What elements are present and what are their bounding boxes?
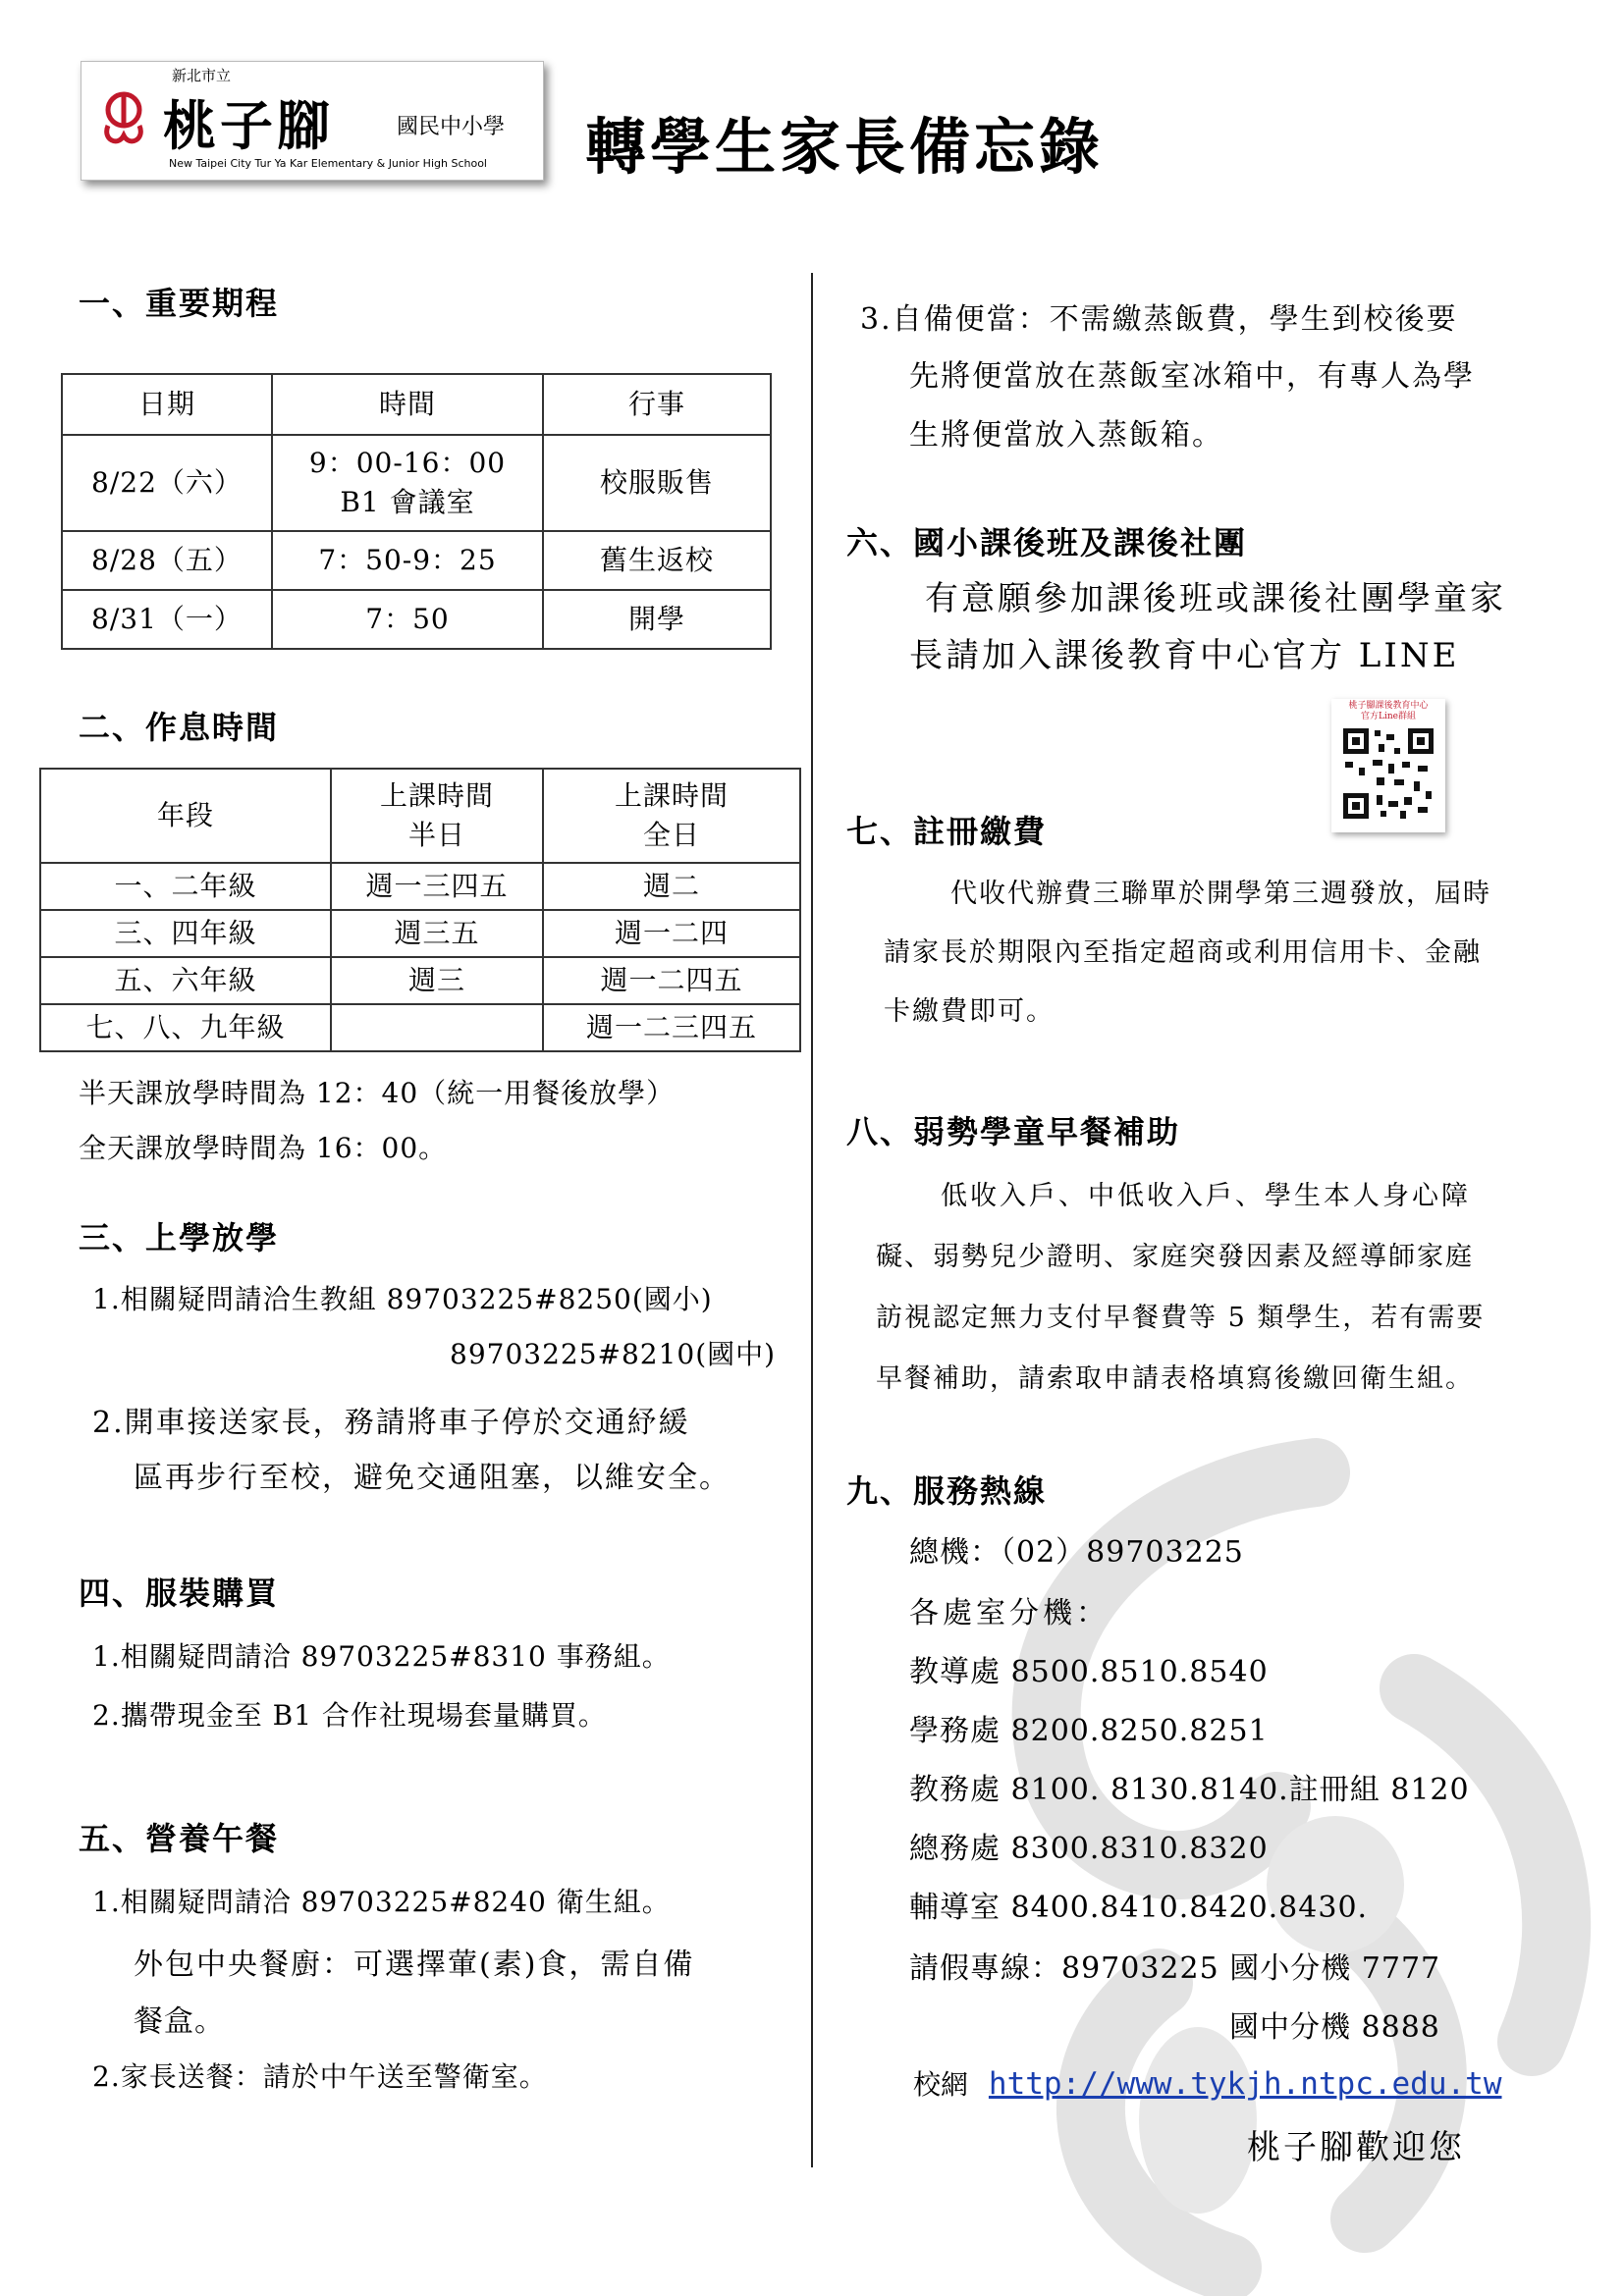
page-title: 轉學生家長備忘錄 bbox=[585, 111, 1105, 183]
hotline-office: 輔導室 8400.8410.8420.8430. bbox=[909, 1891, 1369, 1925]
section-heading-hotline: 九、服務熱線 bbox=[846, 1472, 1048, 1510]
section-heading-afterschool: 六、國小課後班及課後社團 bbox=[846, 524, 1248, 561]
table-cell-full: 週一二四五 bbox=[543, 957, 800, 1004]
table-row bbox=[40, 863, 800, 910]
line-qr-code[interactable] bbox=[1331, 699, 1445, 832]
hotline-ext-label: 各處室分機： bbox=[909, 1596, 1110, 1630]
lunch-item-3-cont: 先將便當放在蒸飯室冰箱中，有專人為學 bbox=[909, 359, 1475, 394]
lunch-item-1-detail: 外包中央餐廚：可選擇葷(素)食，需自備 bbox=[134, 1948, 695, 1982]
breakfast-line-1: 低收入戶、中低收入戶、學生本人身心障 bbox=[941, 1181, 1471, 1211]
logo-english-name: New Taipei City Tur Ya Kar Elementary & Junior High School bbox=[169, 157, 487, 170]
table-cell-full: 週二 bbox=[543, 863, 800, 910]
table-header-cell bbox=[331, 769, 543, 863]
commute-item-2: 2.開車接送家長，務請將車子停於交通紓緩 bbox=[92, 1406, 690, 1440]
table-header-row bbox=[62, 374, 771, 435]
table-cell-grade: 一、二年級 bbox=[40, 863, 331, 910]
lunch-item-2: 2.家長送餐：請於中午送至警衛室。 bbox=[92, 2060, 548, 2093]
table-row bbox=[40, 957, 800, 1004]
table-cell-half bbox=[331, 1004, 543, 1051]
registration-line-1: 代收代辦費三聯單於開學第三週發放，屆時 bbox=[950, 879, 1491, 909]
table-cell-grade: 七、八、九年級 bbox=[40, 1004, 331, 1051]
website-label: 校網 bbox=[913, 2068, 969, 2101]
timetable-table bbox=[39, 768, 801, 1052]
hotline-leave-junior: 國中分機 8888 bbox=[1229, 2010, 1440, 2045]
hotline-main: 總機：（02）89703225 bbox=[909, 1535, 1244, 1570]
website-link[interactable]: http://www.tykjh.ntpc.edu.tw bbox=[988, 2066, 1502, 2102]
section-heading-breakfast: 八、弱勢學童早餐補助 bbox=[846, 1113, 1181, 1150]
lunch-item-1: 1.相關疑問請洽 89703225#8240 衛生組。 bbox=[92, 1886, 671, 1918]
qr-caption-1: 桃子腳課後教育中心 bbox=[1348, 701, 1429, 711]
uniform-item-1: 1.相關疑問請洽 89703225#8310 事務組。 bbox=[92, 1640, 671, 1673]
breakfast-line-2: 礙、弱勢兒少證明、家庭突發因素及經導師家庭 bbox=[876, 1242, 1474, 1272]
table-header-cell: 行事 bbox=[543, 374, 771, 435]
table-cell-date: 8/22（六） bbox=[62, 435, 272, 531]
column-divider bbox=[811, 273, 813, 2167]
table-row bbox=[62, 435, 771, 531]
table-cell-time: 7：50 bbox=[272, 590, 543, 649]
uniform-item-2: 2.攜帶現金至 B1 合作社現場套量購買。 bbox=[92, 1699, 607, 1732]
table-row bbox=[62, 590, 771, 649]
afterschool-line-2: 長請加入課後教育中心官方 LINE bbox=[909, 636, 1460, 675]
dismissal-note-half: 半天課放學時間為 12：40（統一用餐後放學） bbox=[79, 1077, 676, 1109]
table-header-cell: 時間 bbox=[272, 374, 543, 435]
qr-caption-2: 官方Line群組 bbox=[1361, 712, 1416, 721]
table-header-cell: 日期 bbox=[62, 374, 272, 435]
table-cell-event: 校服販售 bbox=[543, 435, 771, 531]
section-heading-uniform: 四、服裝購買 bbox=[79, 1575, 280, 1612]
header-line: 上課時間 bbox=[614, 779, 729, 812]
table-cell-half: 週三五 bbox=[331, 910, 543, 957]
dismissal-note-full: 全天課放學時間為 16：00。 bbox=[79, 1132, 448, 1164]
school-emblem-icon bbox=[88, 82, 159, 153]
table-cell-date: 8/31（一） bbox=[62, 590, 272, 649]
hotline-office: 學務處 8200.8250.8251 bbox=[909, 1714, 1269, 1748]
welcome-text: 桃子腳歡迎您 bbox=[1247, 2128, 1465, 2167]
section-heading-registration: 七、註冊繳費 bbox=[846, 813, 1048, 850]
logo-school-level: 國民中小學 bbox=[397, 115, 506, 139]
commute-item-2-cont: 區再步行至校，避免交通阻塞，以維安全。 bbox=[134, 1461, 731, 1495]
table-cell-half: 週一三四五 bbox=[331, 863, 543, 910]
table-cell-half: 週三 bbox=[331, 957, 543, 1004]
hotline-office: 教務處 8100. 8130.8140.註冊組 8120 bbox=[909, 1773, 1470, 1807]
lunch-item-3: 3.自備便當：不需繳蒸飯費，學生到校後要 bbox=[860, 302, 1458, 337]
table-row bbox=[40, 910, 800, 957]
hotline-office: 總務處 8300.8310.8320 bbox=[909, 1832, 1269, 1866]
time-location: B1 會議室 bbox=[340, 486, 475, 518]
website-row bbox=[913, 2063, 1502, 2103]
section-heading-timetable: 二、作息時間 bbox=[79, 709, 280, 746]
afterschool-line-1: 有意願參加課後班或課後社團學童家 bbox=[925, 579, 1506, 618]
table-header-cell bbox=[543, 769, 800, 863]
registration-line-2: 請家長於期限內至指定超商或利用信用卡、金融 bbox=[884, 937, 1482, 968]
qr-code-icon bbox=[1331, 722, 1445, 828]
time-range: 9：00-16：00 bbox=[308, 447, 507, 479]
table-cell-event: 開學 bbox=[543, 590, 771, 649]
registration-line-3: 卡繳費即可。 bbox=[884, 996, 1055, 1027]
section-heading-lunch: 五、營養午餐 bbox=[79, 1820, 280, 1857]
section-heading-commute: 三、上學放學 bbox=[79, 1219, 280, 1256]
table-cell-event: 舊生返校 bbox=[543, 531, 771, 590]
table-cell-date: 8/28（五） bbox=[62, 531, 272, 590]
table-cell-time: 7：50-9：25 bbox=[272, 531, 543, 590]
table-cell-time bbox=[272, 435, 543, 531]
header-line: 全日 bbox=[642, 819, 700, 851]
table-cell-grade: 三、四年級 bbox=[40, 910, 331, 957]
hotline-office: 教導處 8500.8510.8540 bbox=[909, 1655, 1269, 1689]
lunch-item-1-detail-cont: 餐盒。 bbox=[134, 2004, 225, 2039]
table-cell-grade: 五、六年級 bbox=[40, 957, 331, 1004]
logo-city: 新北市立 bbox=[172, 67, 232, 84]
lunch-item-3-cont2: 生將便當放入蒸飯箱。 bbox=[909, 418, 1223, 453]
table-row bbox=[62, 531, 771, 590]
table-cell-full: 週一二四 bbox=[543, 910, 800, 957]
breakfast-line-4: 早餐補助，請索取申請表格填寫後繳回衛生組。 bbox=[876, 1363, 1474, 1394]
table-header-row bbox=[40, 769, 800, 863]
schedule-table bbox=[61, 373, 772, 650]
table-cell-full: 週一二三四五 bbox=[543, 1004, 800, 1051]
table-header-cell: 年段 bbox=[40, 769, 331, 863]
hotline-leave: 請假專線：89703225 國小分機 7777 bbox=[909, 1951, 1441, 1986]
section-heading-schedule: 一、重要期程 bbox=[79, 285, 280, 322]
logo-school-name: 桃子腳 bbox=[163, 94, 334, 157]
header-line: 上課時間 bbox=[379, 779, 494, 812]
commute-item-1-ext: 89703225#8210(國中) bbox=[450, 1338, 777, 1370]
breakfast-line-3: 訪視認定無力支付早餐費等 5 類學生，若有需要 bbox=[876, 1303, 1486, 1333]
table-row bbox=[40, 1004, 800, 1051]
header-line: 半日 bbox=[407, 819, 465, 851]
commute-item-1: 1.相關疑問請洽生教組 89703225#8250(國小) bbox=[92, 1283, 713, 1315]
